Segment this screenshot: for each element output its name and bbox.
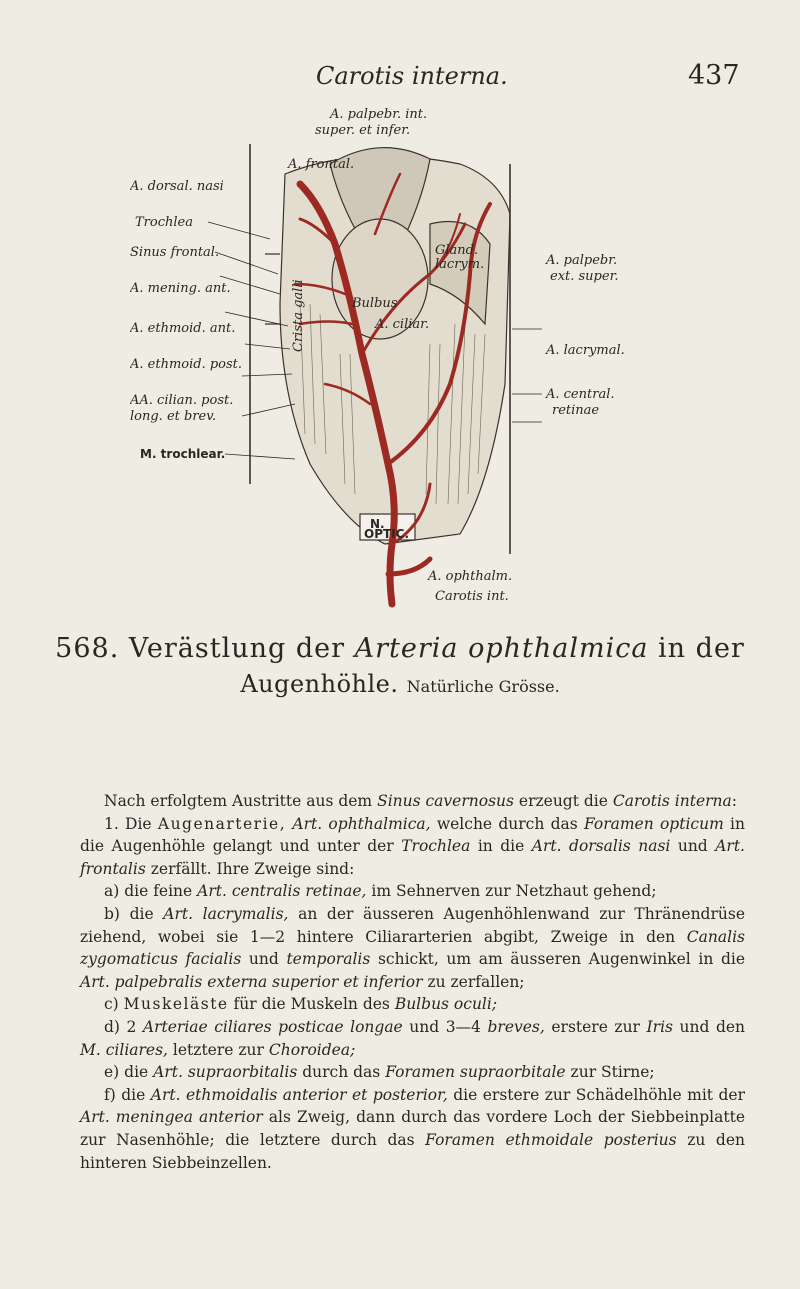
label-n: N. <box>370 517 385 531</box>
paragraph-e: e) die Art. supraorbitalis durch das Foramen supraorbitale zur Stirne; <box>104 1063 655 1082</box>
caption-word-1: Verästlung der <box>128 633 346 664</box>
label-carotis-int: Carotis int. <box>435 589 509 604</box>
label-palpebr-int: A. palpebr. int. <box>330 107 428 122</box>
caption-line-2-text: Augenhöhle. <box>240 670 399 698</box>
label-ciliar: A. ciliar. <box>375 317 430 332</box>
page-header <box>0 58 800 98</box>
paragraph-f: f) die Art. ethmoidalis anterior et posterior, die erstere zur Schädelhöhle mit der Art. meningea anterior als Zweig, dann durch das vordere Loch der Siebbeinplatte zur Nasenhöhle; die letztere durch das Foramen ethmoidale posterius zu den hinteren Siebbeinzellen. <box>80 1085 746 1172</box>
label-lacrym: lacrym. <box>435 257 485 272</box>
caption-number: 568. <box>55 633 120 664</box>
body-text <box>80 790 745 1174</box>
label-lacrymal: A. lacrymal. <box>546 343 625 358</box>
label-palpebr-ext-2: ext. super. <box>550 269 619 284</box>
label-palpebr-int-2: super. et infer. <box>315 123 411 138</box>
page-number: 437 <box>688 60 740 91</box>
paragraph-d: d) 2 Arteriae ciliares posticae longae und 3—4 breves, erstere zur Iris und den M. ciliares, letztere zur Choroidea; <box>80 1017 746 1059</box>
label-bulbus: Bulbus <box>352 296 398 311</box>
label-cilian-post: AA. cilian. post. <box>130 393 234 408</box>
label-m-trochlear: M. trochlear. <box>140 447 226 461</box>
label-palpebr-ext: A. palpebr. <box>546 253 618 268</box>
paragraph-a: a) die feine Art. centralis retinae, im Sehnerven zur Netzhaut gehend; <box>104 882 657 901</box>
label-crista-galli: Crista galli <box>291 279 306 352</box>
caption-size-note: Natürliche Grösse. <box>406 677 560 696</box>
paragraph-c: c) Muskeläste für die Muskeln des Bulbus oculi; <box>104 995 498 1014</box>
label-ophthalm: A. ophthalm. <box>428 569 513 584</box>
label-cilian-post-2: long. et brev. <box>130 409 217 424</box>
running-title: Carotis interna. <box>316 62 508 90</box>
paragraph-intro: Nach erfolgtem Austritte aus dem Sinus cavernosus erzeugt die Carotis interna: <box>104 792 738 810</box>
label-trochlea: Trochlea <box>135 215 193 230</box>
caption-italic: Arteria ophthalmica <box>354 633 649 664</box>
anatomical-illustration <box>130 104 690 624</box>
label-frontal: A. frontal. <box>288 157 355 172</box>
caption-line-2 <box>0 670 800 698</box>
label-dorsal-nasi: A. dorsal. nasi <box>130 179 224 194</box>
label-optic: OPTIC. <box>364 527 410 541</box>
caption-word-2: in der <box>658 633 745 664</box>
paragraph-1: 1. Die Augenarterie, Art. ophthalmica, welche durch das Foramen opticum in die Augenhöhle gelangt und unter der Trochlea in die Art. dorsalis nasi und Art. frontalis zerfällt. Ihre Zweige sind: <box>80 814 745 878</box>
paragraph-b: b) die Art. lacrymalis, an der äusseren Augenhöhlenwand zur Thränendrüse ziehend, wobei sie 1—2 hintere Ciliararterien abgibt, Zweige in den Canalis zygomaticus facialis und temporalis schickt, um am äusseren Augenwinkel in die Art. palpebralis externa superior et inferior zu zerfallen; <box>80 904 746 991</box>
orbit-artery-drawing <box>130 104 690 624</box>
label-sinus-frontal: Sinus frontal. <box>130 245 220 260</box>
caption-line-1 <box>0 633 800 664</box>
label-ethmoid-ant: A. ethmoid. ant. <box>130 321 236 336</box>
figure-caption <box>0 633 800 698</box>
label-ethmoid-post: A. ethmoid. post. <box>130 357 243 372</box>
label-central: A. central. <box>546 387 615 402</box>
label-mening-ant: A. mening. ant. <box>130 281 231 296</box>
label-gland: Gland. <box>435 243 479 258</box>
label-central-2: retinae <box>552 403 600 418</box>
